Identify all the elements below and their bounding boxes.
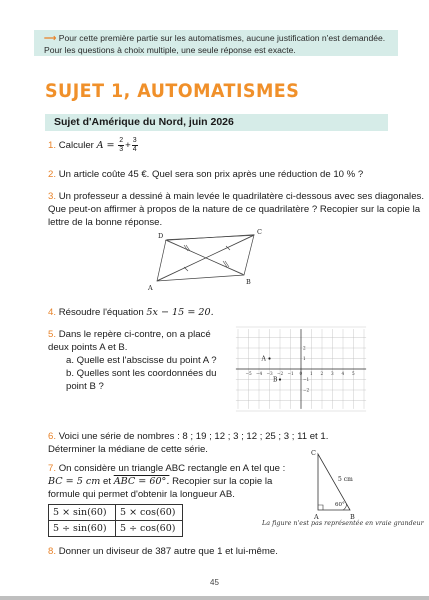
- question-number: 3.: [48, 191, 57, 202]
- question-8: [48, 545, 278, 558]
- question-text: lettre de la bonne réponse.: [48, 217, 163, 228]
- question-text: deux points A et B.: [48, 342, 128, 353]
- question-3: [48, 190, 424, 229]
- point-b-marker: [279, 378, 281, 380]
- x-tick-label: −1: [287, 371, 294, 376]
- figure-caption: La figure n'est pas représentée en vraie grandeur: [262, 519, 424, 527]
- expression-lhs: A =: [96, 140, 115, 152]
- page-bottom-rule: [0, 596, 429, 600]
- x-tick-label: 5: [352, 371, 355, 376]
- x-tick-label: −3: [266, 371, 273, 376]
- given-angle: ABC = 60°.: [113, 476, 170, 487]
- question-number: 2.: [48, 169, 57, 180]
- question-text: Voici une série de nombres : 8 ; 19 ; 12 ; 3 ; 12 ; 25 ; 3 ; 11 et 1.: [58, 431, 329, 442]
- x-tick-label: 4: [341, 371, 345, 376]
- page-number: 45: [210, 578, 219, 587]
- sub-question-b-cont: point B ?: [66, 381, 104, 392]
- question-text: Un article coûte 45 €. Quel sera son prix après une réduction de 10 % ?: [58, 169, 364, 180]
- label-c: C: [311, 449, 316, 457]
- equation: 5x − 15 = 20.: [146, 307, 214, 318]
- label-a: A: [314, 513, 319, 521]
- question-text: Déterminer la médiane de cette série.: [48, 444, 208, 455]
- question-text: Recopier sur la copie la: [172, 476, 273, 487]
- question-5: [48, 328, 217, 393]
- quadrilateral-figure: [140, 228, 270, 294]
- question-number: 5.: [48, 329, 57, 340]
- point-a-marker: [268, 357, 270, 359]
- question-text: Donner un diviseur de 387 autre que 1 et lui-même.: [58, 546, 278, 557]
- question-text: Un professeur a dessiné à main levée le quadrilatère ci-dessous avec ses diagonales.: [58, 191, 424, 202]
- question-number: 1.: [48, 140, 57, 152]
- x-tick-label: 0: [299, 371, 303, 376]
- angle-label: 60°: [335, 502, 345, 508]
- fraction: $\frac{3}{4}$: [132, 137, 137, 153]
- y-tick-label: −2: [303, 387, 310, 393]
- x-tick-label: 2: [320, 371, 324, 376]
- question-text: Résoudre l'équation: [58, 307, 144, 318]
- question-text: Dans le repère ci-contre, on a placé: [58, 329, 211, 340]
- option-cell: 5 × sin(60): [49, 505, 116, 521]
- x-tick-label: −2: [277, 371, 284, 376]
- question-7: [48, 462, 285, 501]
- question-number: 8.: [48, 546, 57, 557]
- question-text: formule qui permet d'obtenir la longueur AB.: [48, 489, 235, 500]
- sub-question-b: b. Quelles sont les coordonnées du: [66, 368, 217, 379]
- question-text: On considère un triangle ABC rectangle en A tel que :: [58, 463, 286, 474]
- instructions-text: Pour cette première partie sur les automatismes, aucune justification n'est demandée. Pour les questions à choix multiple, une seule réponse est exacte.: [44, 33, 386, 55]
- question-1: [48, 137, 139, 154]
- label-d: D: [158, 232, 164, 240]
- x-tick-label: −5: [245, 371, 252, 376]
- page-title: SUJET 1, AUTOMATISMES: [45, 80, 300, 102]
- plus-sign: +: [125, 140, 131, 152]
- option-cell: 5 × cos(60): [116, 505, 183, 521]
- question-6: [48, 430, 328, 456]
- question-4: [48, 306, 214, 319]
- label-c: C: [257, 228, 262, 236]
- question-2: [48, 168, 363, 181]
- question-text: Calculer: [58, 140, 94, 152]
- question-text: Que peut-on affirmer à propos de la nature de ce quadrilatère ? Recopier sur la copie la: [48, 204, 421, 215]
- label-b: B: [350, 513, 355, 521]
- x-tick-label: 3: [331, 371, 334, 376]
- y-tick-label: −1: [303, 377, 310, 382]
- option-cell: 5 ÷ sin(60): [49, 521, 116, 537]
- option-cell: 5 ÷ cos(60): [116, 521, 183, 537]
- question-number: 4.: [48, 307, 57, 318]
- label-b: B: [246, 278, 251, 286]
- instructions-note: [34, 30, 398, 56]
- y-tick-label: 2: [303, 345, 306, 351]
- coordinate-graph: [236, 325, 366, 410]
- y-tick-label: 1: [303, 356, 306, 361]
- point-a-label: A: [261, 355, 266, 363]
- subject-heading: Sujet d'Amérique du Nord, juin 2026: [54, 116, 234, 128]
- x-tick-label: 1: [310, 371, 313, 376]
- side-length: 5 cm: [338, 476, 353, 483]
- arrow-right-icon: ⟶: [44, 33, 57, 43]
- question-number: 6.: [48, 431, 57, 442]
- label-a: A: [148, 284, 153, 292]
- given-length: BC = 5 cm: [48, 476, 101, 487]
- point-b-label: B: [273, 376, 278, 384]
- answer-options-table: [48, 504, 183, 537]
- fraction: $\frac{2}{3}$: [119, 137, 124, 153]
- sub-question-a: a. Quelle est l'abscisse du point A ?: [66, 355, 217, 366]
- question-number: 7.: [48, 463, 57, 474]
- x-tick-label: −4: [256, 371, 263, 376]
- triangle-figure: [308, 448, 368, 522]
- question-text: et: [103, 476, 112, 487]
